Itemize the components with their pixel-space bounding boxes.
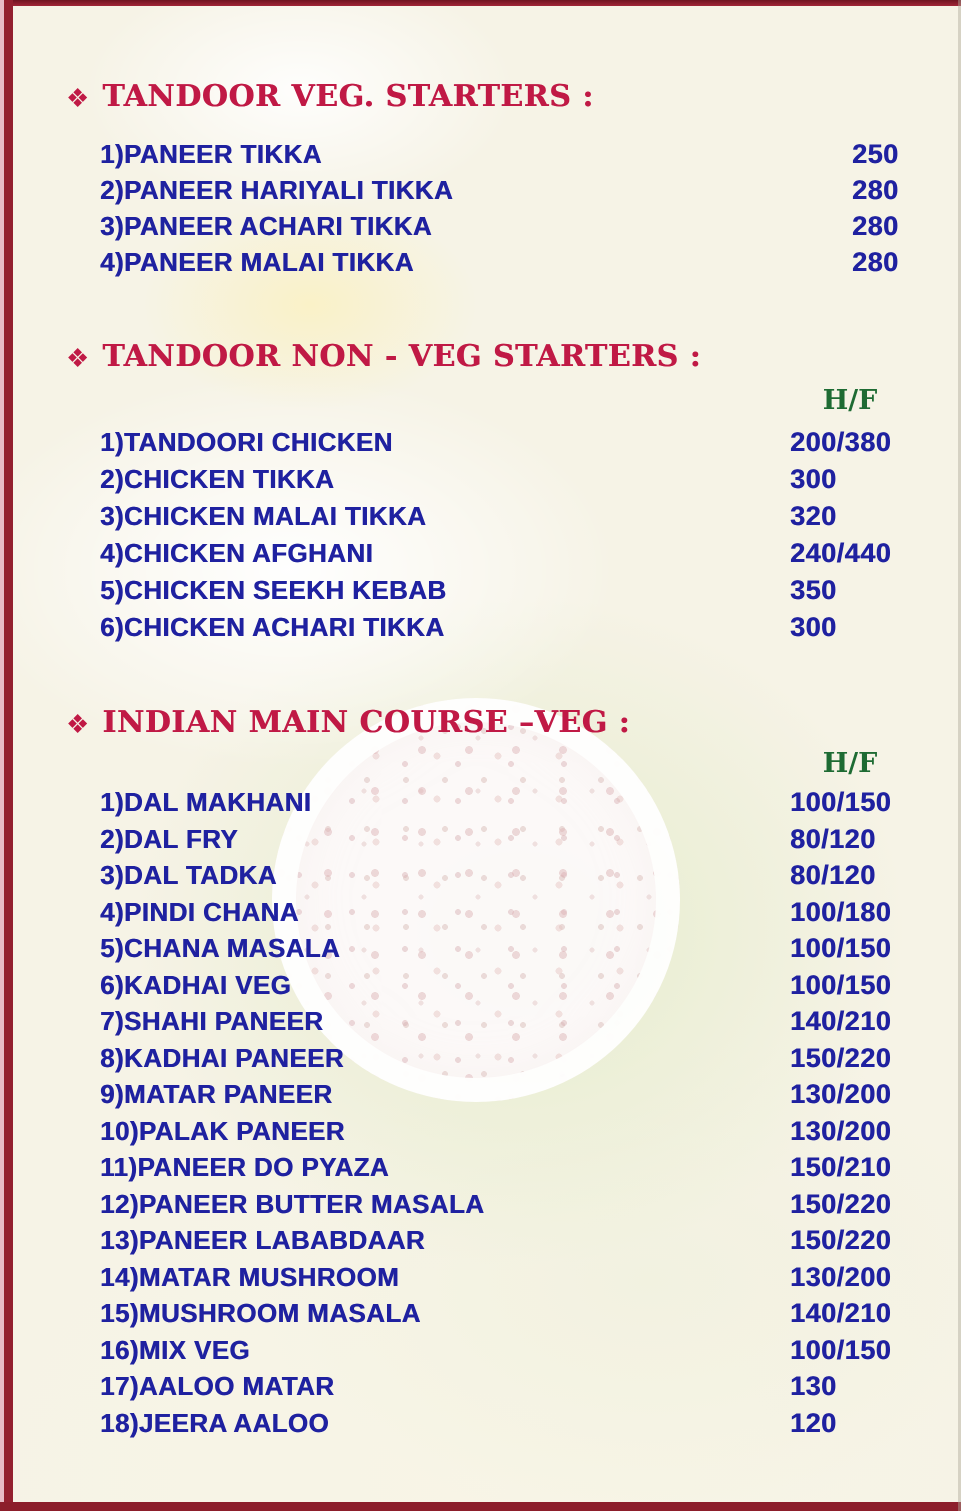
item-name: MUSHROOM MASALA xyxy=(138,1298,421,1328)
item-price: 240/440 xyxy=(790,538,892,568)
menu-item-row xyxy=(0,572,961,609)
price-column-header: H/F xyxy=(822,748,878,779)
item-name: CHANA MASALA xyxy=(123,933,341,963)
item-price: 140/210 xyxy=(790,1006,892,1036)
menu-item-row xyxy=(0,1222,961,1259)
menu-border-bottom xyxy=(0,1502,961,1511)
menu-item-row xyxy=(0,609,961,646)
menu-item-row xyxy=(0,821,961,858)
item-name: CHICKEN MALAI TIKKA xyxy=(123,501,427,531)
item-price: 150/220 xyxy=(790,1188,892,1219)
menu-section-tandoor-non-veg-starters xyxy=(0,338,961,646)
section-items xyxy=(0,424,961,646)
menu-item-row xyxy=(0,1186,961,1223)
menu-border-top xyxy=(0,0,961,6)
item-price: 80/120 xyxy=(790,823,876,854)
menu-item-row xyxy=(0,1076,961,1113)
item-number: 5) xyxy=(100,933,124,963)
item-price: 150/220 xyxy=(790,1042,892,1073)
item-number: 2) xyxy=(100,823,124,854)
menu-item-row xyxy=(0,857,961,894)
item-number: 5) xyxy=(100,575,124,605)
menu-item-row xyxy=(0,1259,961,1296)
item-price: 150/220 xyxy=(790,1225,892,1255)
item-name: PANEER LABABDAAR xyxy=(138,1225,425,1255)
menu-item-row xyxy=(0,1040,961,1077)
item-price: 300 xyxy=(790,612,837,642)
menu-item-row xyxy=(0,208,961,244)
item-number: 2) xyxy=(100,175,124,205)
item-price: 100/150 xyxy=(790,933,892,963)
item-number: 14) xyxy=(100,1261,139,1292)
menu-item-row xyxy=(0,1113,961,1150)
item-number: 17) xyxy=(100,1371,139,1401)
item-price: 320 xyxy=(790,501,837,531)
item-number: 4) xyxy=(100,538,124,568)
item-price: 280 xyxy=(852,211,899,241)
menu-item-row xyxy=(0,1149,961,1186)
section-title: INDIAN MAIN COURSE –VEG : xyxy=(102,705,631,740)
item-name: SHAHI PANEER xyxy=(123,1006,324,1036)
item-number: 4) xyxy=(100,247,124,277)
item-number: 3) xyxy=(100,501,124,531)
menu-section-tandoor-veg-starters xyxy=(0,78,961,280)
item-name: DAL TADKA xyxy=(123,860,277,890)
item-number: 1) xyxy=(100,139,124,169)
section-title: TANDOOR VEG. STARTERS : xyxy=(102,79,594,114)
section-items xyxy=(0,784,961,1441)
item-name: KADHAI PANEER xyxy=(123,1042,344,1073)
item-name: PANEER MALAI TIKKA xyxy=(123,247,414,277)
item-number: 1) xyxy=(100,787,124,817)
item-number: 1) xyxy=(100,427,124,457)
menu-item-row xyxy=(0,461,961,498)
item-number: 3) xyxy=(100,211,124,241)
menu-section-indian-main-course-veg xyxy=(0,704,961,1441)
menu-item-row xyxy=(0,535,961,572)
price-column-header-row xyxy=(0,748,961,780)
item-price: 150/210 xyxy=(790,1152,892,1182)
item-number: 13) xyxy=(100,1225,139,1255)
item-name: JEERA AALOO xyxy=(138,1407,330,1438)
menu-item-row xyxy=(0,930,961,967)
item-price: 80/120 xyxy=(790,860,876,890)
item-name: PALAK PANEER xyxy=(138,1115,345,1146)
item-price: 130/200 xyxy=(790,1079,892,1109)
item-number: 4) xyxy=(100,896,124,927)
menu-item-row xyxy=(0,498,961,535)
item-name: KADHAI VEG xyxy=(123,969,292,1000)
menu-item-row xyxy=(0,172,961,208)
item-name: CHICKEN TIKKA xyxy=(123,464,335,494)
item-number: 18) xyxy=(100,1407,139,1438)
diamond-bullet-icon: ❖ xyxy=(66,83,90,113)
menu-item-row xyxy=(0,894,961,931)
item-name: MIX VEG xyxy=(138,1334,250,1365)
section-title-line xyxy=(0,78,961,116)
section-title-line xyxy=(0,338,961,376)
item-price: 100/150 xyxy=(790,1334,892,1365)
menu-item-row xyxy=(0,244,961,280)
diamond-bullet-icon: ❖ xyxy=(66,709,90,739)
section-items xyxy=(0,136,961,280)
menu-item-row xyxy=(0,424,961,461)
item-name: TANDOORI CHICKEN xyxy=(123,427,393,457)
item-price: 250 xyxy=(852,139,899,169)
menu-item-row xyxy=(0,1405,961,1442)
item-name: PANEER ACHARI TIKKA xyxy=(123,211,432,241)
menu-item-row xyxy=(0,1332,961,1369)
item-number: 8) xyxy=(100,1042,124,1073)
item-number: 9) xyxy=(100,1079,124,1109)
item-name: PANEER HARIYALI TIKKA xyxy=(123,175,454,205)
price-column-header-row xyxy=(0,384,961,418)
item-name: PANEER TIKKA xyxy=(123,139,322,169)
item-name: PINDI CHANA xyxy=(123,896,299,927)
item-price: 200/380 xyxy=(790,427,892,457)
item-number: 11) xyxy=(100,1152,138,1182)
item-name: PANEER DO PYAZA xyxy=(137,1152,389,1182)
item-price: 140/210 xyxy=(790,1298,892,1328)
item-price: 280 xyxy=(852,175,899,205)
menu-item-row xyxy=(0,1295,961,1332)
menu-item-row xyxy=(0,1003,961,1040)
item-price: 130/200 xyxy=(790,1115,892,1146)
item-name: CHICKEN AFGHANI xyxy=(123,538,374,568)
item-name: CHICKEN SEEKH KEBAB xyxy=(123,575,447,605)
menu-item-row xyxy=(0,1368,961,1405)
item-price: 280 xyxy=(852,247,899,277)
item-number: 2) xyxy=(100,464,124,494)
diamond-bullet-icon: ❖ xyxy=(66,343,90,373)
menu-item-row xyxy=(0,967,961,1004)
item-name: PANEER BUTTER MASALA xyxy=(138,1188,485,1219)
item-price: 100/150 xyxy=(790,969,892,1000)
item-number: 6) xyxy=(100,612,124,642)
item-price: 350 xyxy=(790,575,837,605)
item-number: 10) xyxy=(100,1115,139,1146)
item-price: 120 xyxy=(790,1407,837,1438)
item-number: 15) xyxy=(100,1298,139,1328)
item-name: DAL FRY xyxy=(123,823,238,854)
item-number: 7) xyxy=(100,1006,124,1036)
item-price: 100/180 xyxy=(790,896,892,927)
item-price: 100/150 xyxy=(790,787,892,817)
item-number: 3) xyxy=(100,860,124,890)
price-column-header: H/F xyxy=(822,385,878,416)
section-title-line xyxy=(0,704,961,742)
item-name: MATAR MUSHROOM xyxy=(138,1261,400,1292)
section-title: TANDOOR NON - VEG STARTERS : xyxy=(102,339,702,374)
item-price: 130 xyxy=(790,1371,837,1401)
item-number: 6) xyxy=(100,969,124,1000)
menu-border-left xyxy=(0,0,13,1511)
item-number: 16) xyxy=(100,1334,139,1365)
item-price: 130/200 xyxy=(790,1261,892,1292)
item-name: DAL MAKHANI xyxy=(123,787,312,817)
item-name: CHICKEN ACHARI TIKKA xyxy=(123,612,445,642)
item-number: 12) xyxy=(100,1188,139,1219)
item-name: AALOO MATAR xyxy=(138,1371,335,1401)
item-price: 300 xyxy=(790,464,837,494)
menu-item-row xyxy=(0,136,961,172)
item-name: MATAR PANEER xyxy=(123,1079,333,1109)
menu-item-row xyxy=(0,784,961,821)
